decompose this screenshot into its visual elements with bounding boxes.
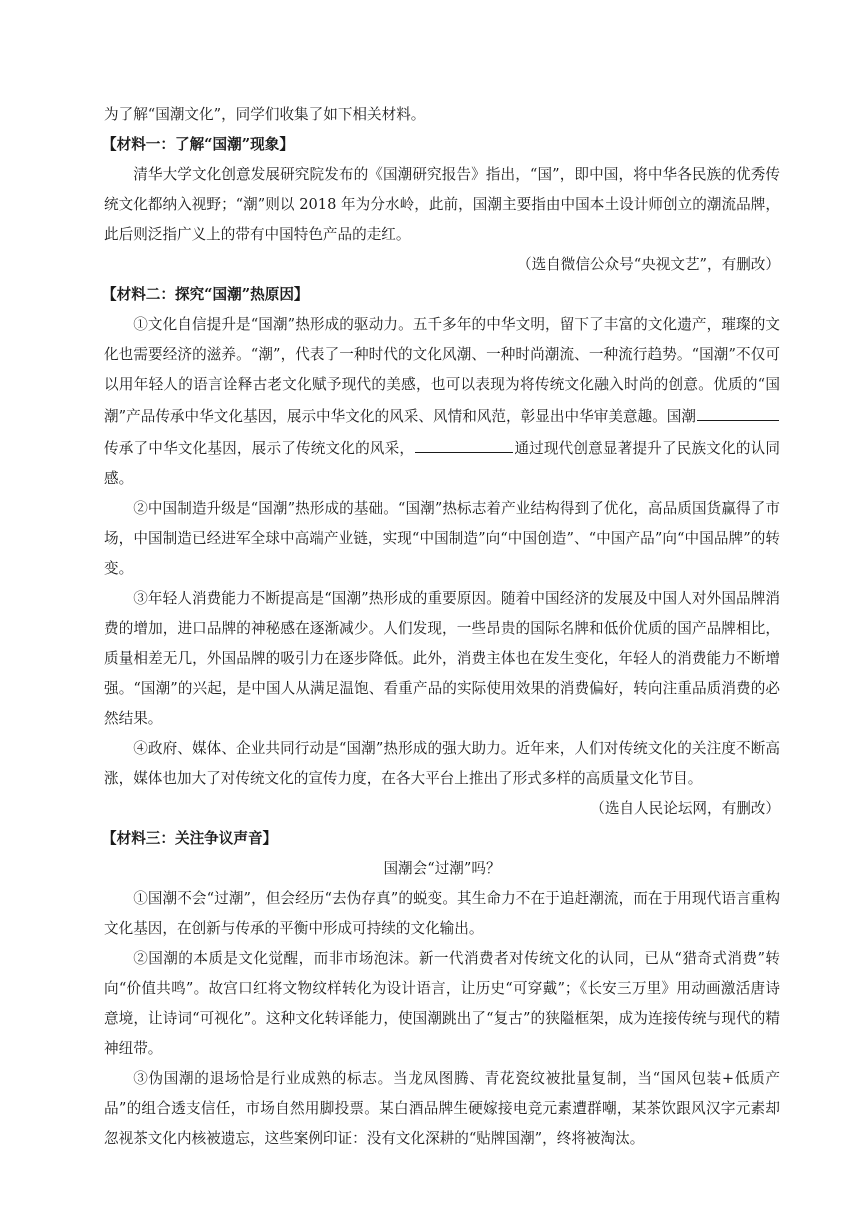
material2-paragraph-4: ④政府、媒体、企业共同行动是“国潮”热形成的强大助力。近年来，人们对传统文化的关注度不断高涨，媒体也加大了对传统文化的宣传力度，在各大平台上推出了形式多样的高质量文化节目。	[104, 740, 780, 787]
material2-paragraph-1	[104, 310, 780, 494]
material1-heading: 【材料一：了解“国潮”现象】	[102, 136, 294, 153]
material2-p1-text-c: 通过现代创意显著提升了民族文化的认同感。	[104, 440, 780, 487]
material2-paragraph-3: ③年轻人消费能力不断提高是“国潮”热形成的重要原因。随着中国经济的发展及中国人对外国品牌消费的增加，进口品牌的神秘感在逐渐减少。人们发现，一些昂贵的国际名牌和低价优质的国产品牌相比，质量相差无几，外国品牌的吸引力在逐步降低。此外，消费主体也在发生变化，年轻人的消费能力不断增强。“国潮”的兴起，是中国人从满足温饱、看重产品的实际使用效果的消费偏好，转向注重品质消费的必然结果。	[104, 590, 780, 727]
material3-heading: 【材料三：关注争议声音】	[102, 830, 278, 847]
intro-text: 为了解“国潮文化”，同学们收集了如下相关材料。	[104, 106, 426, 123]
fill-in-blank-2[interactable]	[415, 432, 513, 453]
fill-in-blank-1[interactable]	[697, 400, 779, 421]
material3-title: 国潮会“过潮”吗？	[383, 860, 501, 877]
material3-paragraph-2: ②国潮的本质是文化觉醒，而非市场泡沫。新一代消费者对传统文化的认同，已从“猎奇式消费”转向“价值共鸣”。故宫口红将文物纹样转化为设计语言，让历史“可穿戴”；《长安三万里》用动画激活唐诗意境，让诗词“可视化”。这种文化转译能力，使国潮跳出了“复古”的狭隘框架，成为连接传统与现代的精神纽带。	[104, 950, 780, 1057]
material3-paragraph-1: ①国潮不会“过潮”，但会经历“去伪存真”的蜕变。其生命力不在于追赶潮流，而在于用现代语言重构文化基因，在创新与传承的平衡中形成可持续的文化输出。	[104, 890, 780, 937]
material2-paragraph-2: ②中国制造升级是“国潮”热形成的基础。“国潮”热标志着产业结构得到了优化，高品质国货赢得了市场，中国制造已经进军全球中高端产业链，实现“中国制造”向“中国创造”、“中国产品”向“中国品牌”的转变。	[104, 500, 780, 577]
material1-paragraph: 清华大学文化创意发展研究院发布的《国潮研究报告》指出，“国”，即中国，将中华各民族的优秀传统文化都纳入视野；“潮”则以 2018 年为分水岭，此前，国潮主要指由中国本土设计师创立的潮流品牌，此后则泛指广义上的带有中国特色产品的走红。	[104, 166, 780, 243]
material3-paragraph-3: ③伪国潮的退场恰是行业成熟的标志。当龙凤图腾、青花瓷纹被批量复制，当“国风包装+低质产品”的组合透支信任，市场自然用脚投票。某白酒品牌生硬嫁接电竞元素遭群嘲，某茶饮跟风汉字元素却忽视茶文化内核被遗忘，这些案例印证：没有文化深耕的“贴牌国潮”，终将被淘汰。	[104, 1070, 780, 1147]
material2-source: （选自人民论坛网，有删改）	[590, 800, 780, 817]
document-page	[104, 100, 780, 1154]
material2-heading: 【材料二：探究“国潮”热原因】	[102, 286, 309, 303]
material2-p1-text-b: 传承了中华文化基因，展示了传统文化的风采，	[104, 440, 415, 457]
material2-p1-text-a: ①文化自信提升是“国潮”热形成的驱动力。五千多年的中华文明，留下了丰富的文化遗产，璀璨的文化也需要经济的滋养。“潮”，代表了一种时代的文化风潮、一种时尚潮流、一种流行趋势。“国潮”不仅可以用年轻人的语言诠释古老文化赋予现代的美感，也可以表现为将传统文化融入时尚的创意。优质的“国潮”产品传承中华文化基因，展示中华文化的风采、风情和风范，彰显出中华审美意趣。国潮	[104, 316, 780, 425]
material1-source: （选自微信公众号“央视文艺”，有删改）	[516, 256, 780, 273]
